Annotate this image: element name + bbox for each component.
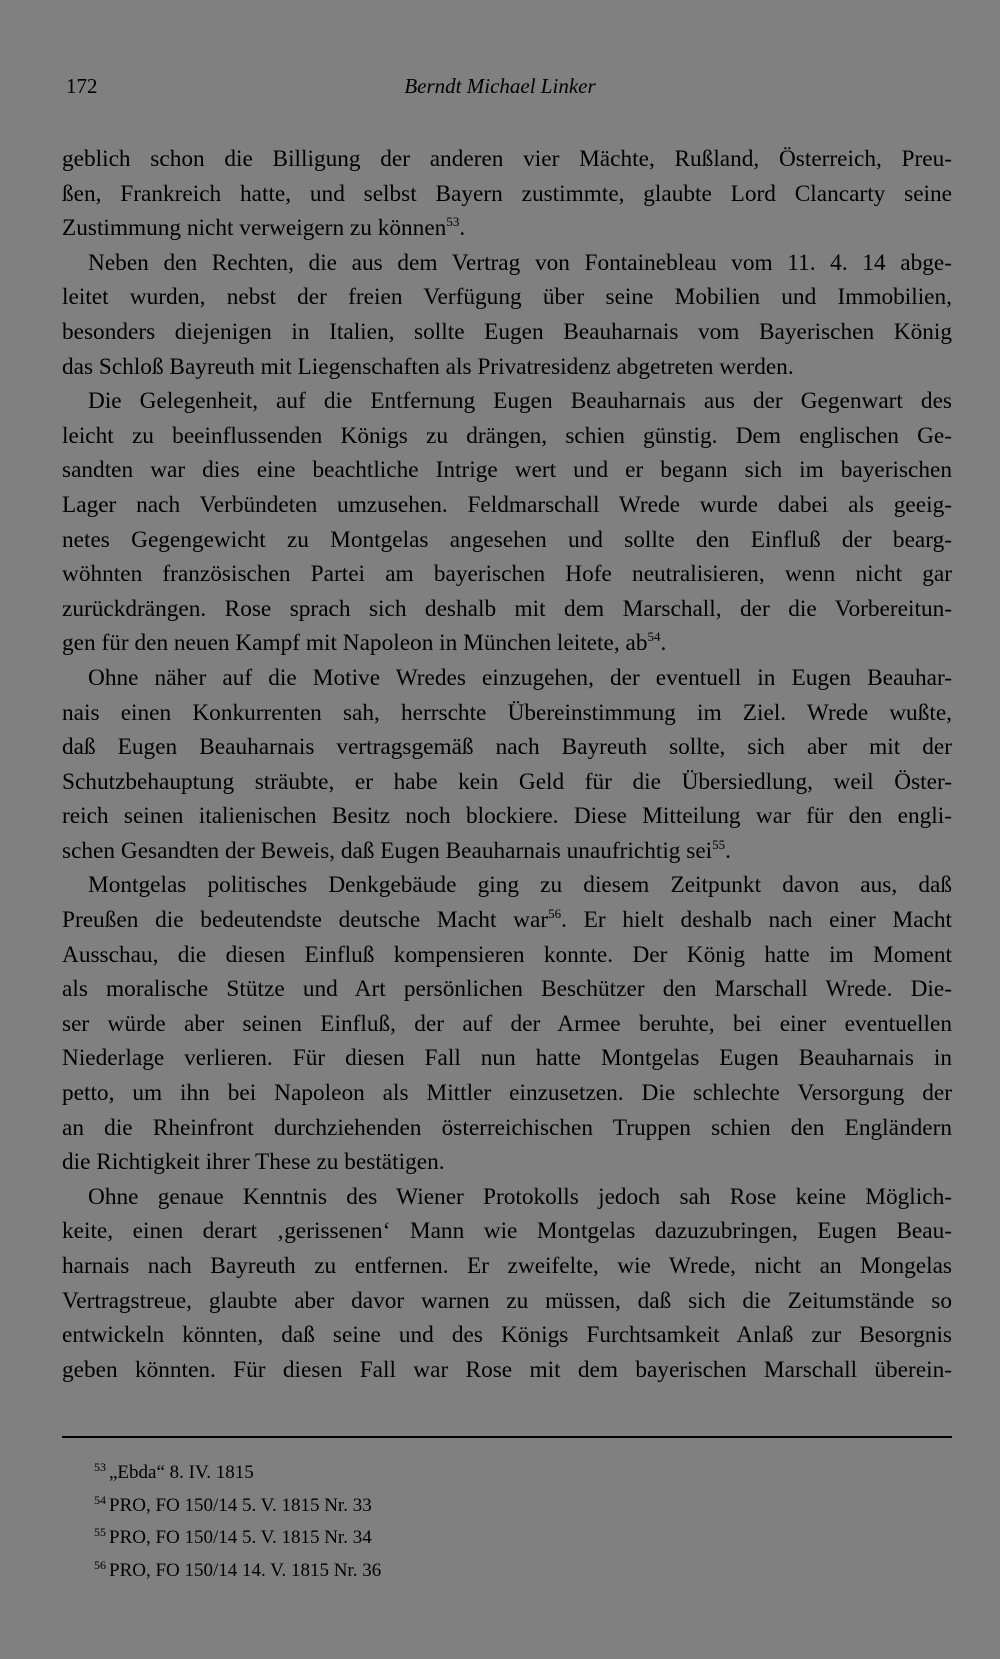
text-line [62,1111,952,1146]
text-line [62,938,952,973]
paragraph [62,868,952,1179]
line-text: Zustimmung nicht verweigern zu können [62,215,447,242]
footnote-text: „Ebda“ 8. IV. 1815 [109,1462,254,1483]
footnote-rule [62,1436,952,1438]
text-line [62,903,952,938]
footnotes [94,1454,694,1584]
footnote [94,1454,694,1487]
line-text: leitet wurden, nebst der freien Verfügung über seine Mobilien und Immobilien, [62,284,952,311]
text-line [62,661,952,696]
text-line [62,488,952,523]
footnote [94,1487,694,1520]
text-line [62,177,952,212]
running-head: Berndt Michael Linker [404,74,596,98]
page-header [60,74,940,104]
footnote [94,1552,694,1585]
text-line [62,1041,952,1076]
text-line [62,211,952,246]
footnote-reference[interactable]: 54 [647,629,661,645]
footnote-reference[interactable]: 55 [712,836,726,852]
text-line [62,592,952,627]
paragraph [62,384,952,661]
line-text: daß Eugen Beauharnais vertragsgemäß nach Bayreuth sollte, sich aber mit der [62,734,952,761]
line-text-continued: . Er hielt deshalb nach einer Macht [561,907,952,934]
footnote-mark: 55 [94,1525,106,1539]
text-line [62,868,952,903]
line-text: Ohne genaue Kenntnis des Wiener Protokolls jedoch sah Rose keine Möglich- [88,1183,952,1210]
text-line [62,1214,952,1249]
line-text: Montgelas politisches Denkgebäude ging zu diesem Zeitpunkt davon aus, daß [88,872,952,899]
text-line [62,280,952,315]
line-text: Die Gelegenheit, auf die Entfernung Eugen Beauharnais aus der Gegenwart des [88,388,952,415]
footnote-mark: 54 [94,1492,106,1507]
text-line [62,1318,952,1353]
text-line [62,453,952,488]
text-line [62,350,952,385]
paragraph [62,1180,952,1388]
footnote-mark: 53 [94,1460,106,1474]
text-line [62,972,952,1007]
text-line [62,523,952,558]
line-text: zurückdrängen. Rose sprach sich deshalb mit dem Marschall, der die Vorbereitun- [62,595,952,622]
line-text-continued: . [725,837,731,864]
line-text: leicht zu beeinflussenden Königs zu drängen, schien günstig. Dem englischen Ge- [62,422,952,449]
text-line [62,315,952,350]
text-line [62,799,952,834]
line-text: Niederlage verlieren. Für diesen Fall nun hatte Montgelas Eugen Beauharnais in [62,1045,952,1072]
line-text: petto, um ihn bei Napoleon als Mittler einzusetzen. Die schlechte Versorgung der [62,1080,952,1107]
text-line [62,246,952,281]
line-text: Ausschau, die diesen Einfluß kompensieren konnte. Der König hatte im Moment [62,941,952,968]
footnote-reference[interactable]: 53 [446,214,460,230]
body-text [62,142,952,1387]
line-text: Schutzbehauptung sträubte, er habe kein Geld für die Übersiedlung, weil Öster- [62,768,952,795]
line-text: Preußen die bedeutendste deutsche Macht war [62,907,549,934]
line-text: ßen, Frankreich hatte, und selbst Bayern zustimmte, glaubte Lord Clancarty seine [62,180,952,207]
line-text: entwickeln könnten, daß seine und des Königs Furchtsamkeit Anlaß zur Besorgnis [62,1322,952,1349]
paragraph [62,142,952,246]
text-line [62,384,952,419]
line-text: als moralische Stütze und Art persönlichen Beschützer den Marschall Wrede. Die- [62,976,952,1003]
footnote-text: PRO, FO 150/14 5. V. 1815 Nr. 34 [109,1527,372,1548]
line-text: ser würde aber seinen Einfluß, der auf der Armee beruhte, bei einer eventuellen [62,1010,952,1037]
line-text: Lager nach Verbündeten umzusehen. Feldmarschall Wrede wurde dabei als geeig- [62,491,952,518]
line-text: wöhnten französischen Partei am bayerischen Hofe neutralisieren, wenn nicht gar [62,561,952,588]
footnote-text: PRO, FO 150/14 14. V. 1815 Nr. 36 [109,1559,382,1581]
text-line [62,1249,952,1284]
paragraph [62,246,952,384]
line-text: geblich schon die Billigung der anderen vier Mächte, Rußland, Österreich, Preu- [62,146,952,172]
line-text-continued: . [459,215,466,242]
text-line [62,834,952,869]
text-line [62,626,952,661]
line-text: Vertragstreue, glaubte aber davor warnen zu müssen, daß sich die Zeitumstände so [62,1287,952,1314]
footnote-mark: 56 [94,1557,106,1572]
line-text: sandten war dies eine beachtliche Intrige wert und er begann sich im bayerischen [62,457,952,484]
page-number: 172 [66,74,98,98]
footnote-text: PRO, FO 150/14 5. V. 1815 Nr. 33 [109,1494,372,1516]
paragraph [62,661,952,869]
line-text-continued: . [660,630,667,657]
footnote [94,1519,694,1552]
text-line [62,1284,952,1319]
line-text: gen für den neuen Kampf mit Napoleon in München leitete, ab [62,630,648,657]
line-text: das Schloß Bayreuth mit Liegenschaften als Privatresidenz abgetreten werden. [62,353,794,380]
line-text: geben könnten. Für diesen Fall war Rose mit dem bayerischen Marschall überein- [62,1356,952,1383]
text-line [62,1353,952,1388]
line-text: Ohne näher auf die Motive Wredes einzugehen, der eventuell in Eugen Beauhar- [88,664,952,691]
line-text: Neben den Rechten, die aus dem Vertrag von Fontainebleau vom 11. 4. 14 abge- [88,249,952,276]
line-text: an die Rheinfront durchziehenden österreichischen Truppen schien den Engländern [62,1114,952,1141]
text-line [62,1076,952,1111]
text-line [62,730,952,765]
line-text: harnais nach Bayreuth zu entfernen. Er zweifelte, wie Wrede, nicht an Mongelas [62,1253,952,1279]
text-line [62,419,952,454]
footnote-reference[interactable]: 56 [548,906,562,922]
text-line [62,1145,952,1180]
line-text: schen Gesandten der Beweis, daß Eugen Beauharnais unaufrichtig sei [62,837,713,864]
line-text: nais einen Konkurrenten sah, herrschte Übereinstimmung im Ziel. Wrede wußte, [62,699,952,726]
text-line [62,142,952,177]
text-line [62,557,952,592]
text-line [62,696,952,731]
line-text: die Richtigkeit ihrer These zu bestätigen. [62,1149,445,1176]
text-line [62,1180,952,1215]
text-line [62,1007,952,1042]
line-text: keite, einen derart ‚gerissenen‘ Mann wie Montgelas dazuzubringen, Eugen Beau- [62,1218,952,1245]
line-text: reich seinen italienischen Besitz noch blockiere. Diese Mitteilung war für den engli- [62,803,952,830]
line-text: netes Gegengewicht zu Montgelas angesehen und sollte den Einfluß der bearg- [62,526,952,553]
line-text: besonders diejenigen in Italien, sollte Eugen Beauharnais vom Bayerischen König [62,318,952,345]
text-line [62,765,952,800]
